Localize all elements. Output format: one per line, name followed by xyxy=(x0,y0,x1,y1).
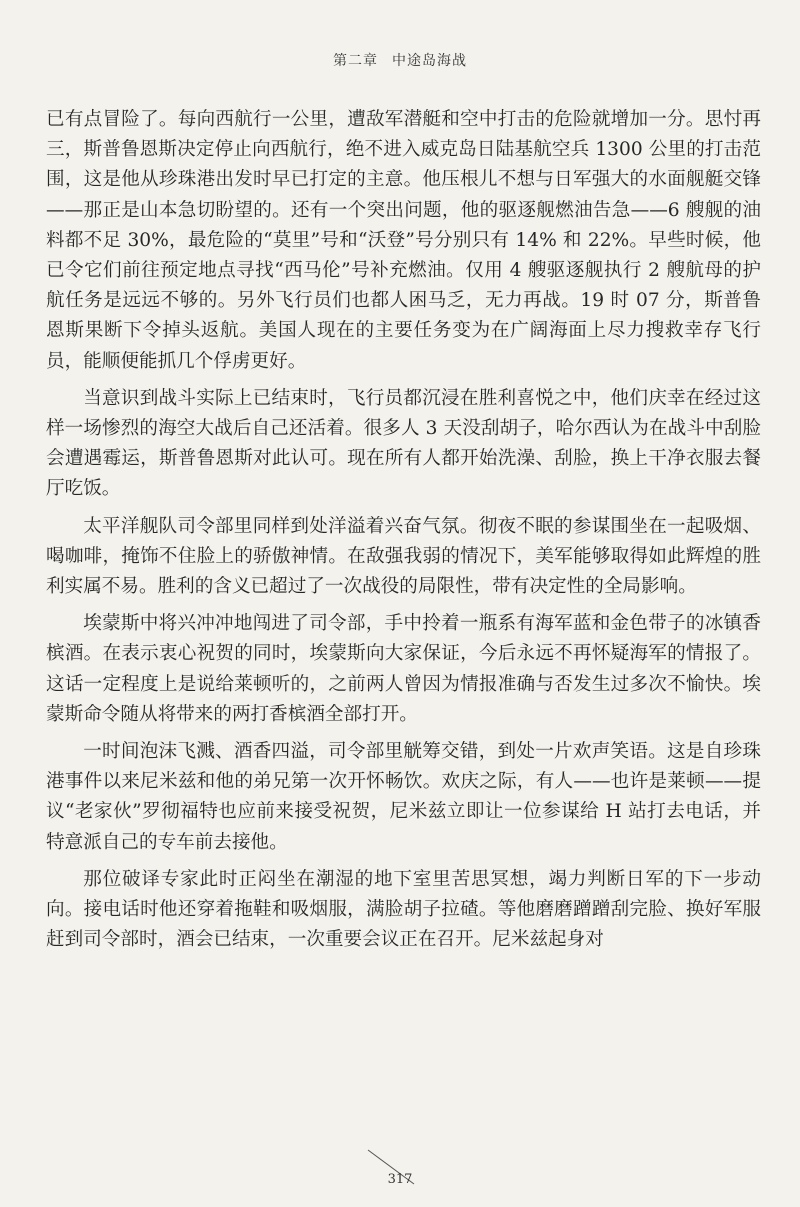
chapter-title: 中途岛海战 xyxy=(392,53,467,69)
chapter-label: 第二章 xyxy=(333,53,378,69)
body-text xyxy=(46,105,761,962)
paragraph-2: 当意识到战斗实际上已结束时，飞行员都沉浸在胜利喜悦之中，他们庆幸在经过这样一场惨烈的海空大战后自己还活着。很多人 3 天没刮胡子，哈尔西认为在战斗中刮脸会遭遇霉运，斯普鲁恩斯对此认可。现在所有人都开始洗澡、刮脸，换上干净衣服去餐厅吃饭。 xyxy=(46,387,761,500)
page-number: 317 xyxy=(387,1172,413,1187)
paragraph-5: 一时间泡沫飞溅、酒香四溢，司令部里觥筹交错，到处一片欢声笑语。这是自珍珠港事件以来尼米兹和他的弟兄第一次开怀畅饮。欢庆之际，有人——也许是莱顿——提议“老家伙”罗彻福特也应前来接受祝贺，尼米兹立即让一位参谋给 H 站打去电话，并特意派自己的专车前去接他。 xyxy=(46,741,761,853)
paragraph-1: 已有点冒险了。每向西航行一公里，遭敌军潜艇和空中打击的危险就增加一分。思忖再三，斯普鲁恩斯决定停止向西航行，绝不进入威克岛日陆基航空兵 1300 公里的打击范围，这是他从珍珠港出发时早已打定的主意。他压根儿不想与日军强大的水面舰艇交锋——那正是山本急切盼望的。还有一个突出问题，他的驱逐舰燃油告急——6 艘舰的油料都不足 30%，最危险的“莫里”号和“沃登”号分别只有 14% 和 22%。早些时候，他已令它们前往预定地点寻找“西马伦”号补充燃油。仅用 4 艘驱逐舰执行 2 艘航母的护航任务是远远不够的。另外飞行员们也都人困马乏，无力再战。19 时 07 分，斯普鲁恩斯果断下令掉头返航。美国人现在的主要任务变为在广阔海面上尽力搜救幸存飞行员，能顺便能抓几个俘虏更好。 xyxy=(46,109,761,372)
paragraph-3: 太平洋舰队司令部里同样到处洋溢着兴奋气氛。彻夜不眠的参谋围坐在一起吸烟、喝咖啡，掩饰不住脸上的骄傲神情。在敌强我弱的情况下，美军能够取得如此辉煌的胜利实属不易。胜利的含义已超过了一次战役的局限性，带有决定性的全局影响。 xyxy=(46,515,761,598)
paragraph-4: 埃蒙斯中将兴冲冲地闯进了司令部，手中拎着一瓶系有海军蓝和金色带子的冰镇香槟酒。在表示衷心祝贺的同时，埃蒙斯向大家保证，今后永远不再怀疑海军的情报了。这话一定程度上是说给莱顿听的，之前两人曾因为情报准确与否发生过多次不愉快。埃蒙斯命令随从将带来的两打香槟酒全部打开。 xyxy=(46,613,761,725)
running-header xyxy=(0,50,800,70)
paragraph-6: 那位破译专家此时正闷坐在潮湿的地下室里苦思冥想，竭力判断日军的下一步动向。接电话时他还穿着拖鞋和吸烟服，满脸胡子拉碴。等他磨磨蹭蹭刮完脸、换好军服赶到司令部时，酒会已结束，一次重要会议正在召开。尼米兹起身对 xyxy=(46,868,761,951)
